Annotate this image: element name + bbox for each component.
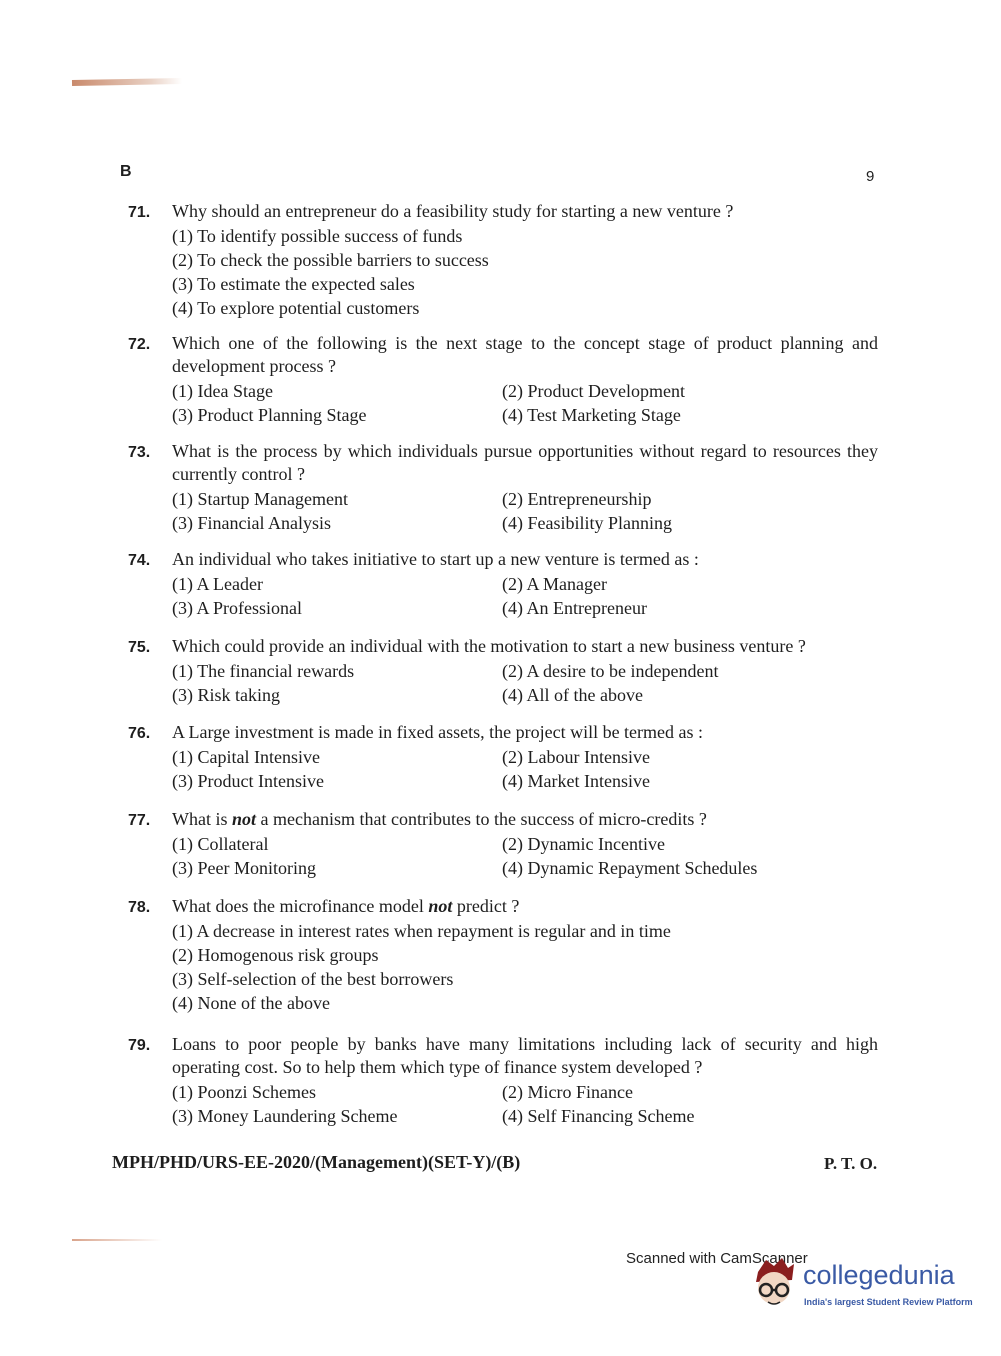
options-grid [172, 659, 878, 707]
option-3: (3) Financial Analysis [172, 513, 331, 533]
question-text: Which one of the following is the next stage to the concept stage of product planning and development process ? [172, 333, 878, 376]
options-grid [172, 745, 878, 793]
option-1: (1) Capital Intensive [172, 747, 320, 767]
option-2: (2) Labour Intensive [502, 747, 650, 767]
question-text [172, 808, 878, 831]
option-2: (2) Micro Finance [502, 1082, 633, 1102]
option-3: (3) To estimate the expected sales [172, 274, 415, 294]
question-text [172, 895, 878, 918]
option-3: (3) Risk taking [172, 685, 280, 705]
question-text-part: What does the microfinance model [172, 896, 429, 916]
question-text-part: predict ? [452, 896, 520, 916]
option-3: (3) Self-selection of the best borrowers [172, 969, 454, 989]
options-grid [172, 572, 878, 620]
collegedunia-mascot-icon [744, 1252, 804, 1317]
collegedunia-brand-name: collegedunia [803, 1260, 955, 1290]
question-78 [128, 895, 878, 1015]
question-text: Loans to poor people by banks have many limitations including lack of security and high operating cost. So to help them which type of finance system developed ? [172, 1034, 878, 1077]
option-4: (4) Feasibility Planning [502, 513, 672, 533]
question-79 [128, 1033, 878, 1128]
question-71 [128, 200, 878, 320]
option-3: (3) A Professional [172, 598, 302, 618]
option-2: (2) To check the possible barriers to success [172, 250, 489, 270]
question-number: 76. [128, 725, 151, 742]
option-1: (1) Collateral [172, 834, 269, 854]
option-4: (4) Self Financing Scheme [502, 1106, 695, 1126]
options-grid [172, 832, 878, 880]
option-1: (1) To identify possible success of funds [172, 226, 463, 246]
option-4: (4) Test Marketing Stage [502, 405, 681, 425]
question-number: 78. [128, 899, 151, 916]
question-number: 73. [128, 444, 151, 461]
question-number: 79. [128, 1037, 151, 1054]
option-4: (4) None of the above [172, 993, 330, 1013]
option-2: (2) A desire to be independent [502, 661, 719, 681]
page-number: 9 [866, 168, 875, 185]
option-3: (3) Peer Monitoring [172, 858, 316, 878]
option-2: (2) Entrepreneurship [502, 489, 652, 509]
options-grid [172, 1080, 878, 1128]
question-75 [128, 635, 878, 707]
option-4: (4) Market Intensive [502, 771, 650, 791]
question-number: 74. [128, 552, 151, 569]
question-text-part: What is [172, 809, 232, 829]
option-4: (4) An Entrepreneur [502, 598, 647, 618]
options-grid [172, 379, 878, 427]
options-list [172, 919, 878, 1015]
question-text: An individual who takes initiative to start up a new venture is termed as : [172, 549, 699, 569]
paper-code: MPH/PHD/URS-EE-2020/(Management)(SET-Y)/(B) [112, 1152, 521, 1172]
pto-label: P. T. O. [824, 1154, 878, 1173]
question-emphasis: not [428, 896, 453, 916]
collegedunia-tagline: India's largest Student Review Platform [804, 1297, 973, 1307]
option-4: (4) To explore potential customers [172, 298, 420, 318]
option-1: (1) Poonzi Schemes [172, 1082, 316, 1102]
option-2: (2) Product Development [502, 381, 685, 401]
option-1: (1) The financial rewards [172, 661, 355, 681]
question-text: Why should an entrepreneur do a feasibility study for starting a new venture ? [172, 201, 734, 221]
option-4: (4) All of the above [502, 685, 643, 705]
option-1: (1) A decrease in interest rates when repayment is regular and in time [172, 921, 671, 941]
option-2: (2) A Manager [502, 574, 607, 594]
option-2: (2) Homogenous risk groups [172, 945, 379, 965]
options-list [172, 224, 878, 320]
options-grid [172, 487, 878, 535]
option-1: (1) A Leader [172, 574, 263, 594]
question-number: 77. [128, 812, 151, 829]
question-74 [128, 548, 878, 620]
option-3: (3) Product Planning Stage [172, 405, 367, 425]
question-emphasis: not [232, 809, 257, 829]
option-1: (1) Idea Stage [172, 381, 273, 401]
scan-artifact-bottom [72, 1239, 162, 1241]
question-number: 72. [128, 336, 151, 353]
option-2: (2) Dynamic Incentive [502, 834, 665, 854]
option-1: (1) Startup Management [172, 489, 348, 509]
question-number: 75. [128, 639, 151, 656]
question-text: Which could provide an individual with the motivation to start a new business venture ? [172, 636, 806, 656]
option-4: (4) Dynamic Repayment Schedules [502, 858, 758, 878]
option-3: (3) Money Laundering Scheme [172, 1106, 398, 1126]
scanned-with-text: Scanned with CamScanner [626, 1250, 808, 1267]
question-number: 71. [128, 204, 151, 221]
question-text: What is the process by which individuals pursue opportunities without regard to resources they currently control ? [172, 441, 878, 484]
question-77 [128, 808, 878, 880]
question-72 [128, 332, 878, 427]
question-text-part: a mechanism that contributes to the success of micro-credits ? [256, 809, 707, 829]
question-text: A Large investment is made in fixed assets, the project will be termed as : [172, 722, 704, 742]
scan-artifact-top [72, 78, 182, 86]
set-letter: B [120, 163, 132, 180]
question-73 [128, 440, 878, 535]
option-3: (3) Product Intensive [172, 771, 324, 791]
question-76 [128, 721, 878, 793]
